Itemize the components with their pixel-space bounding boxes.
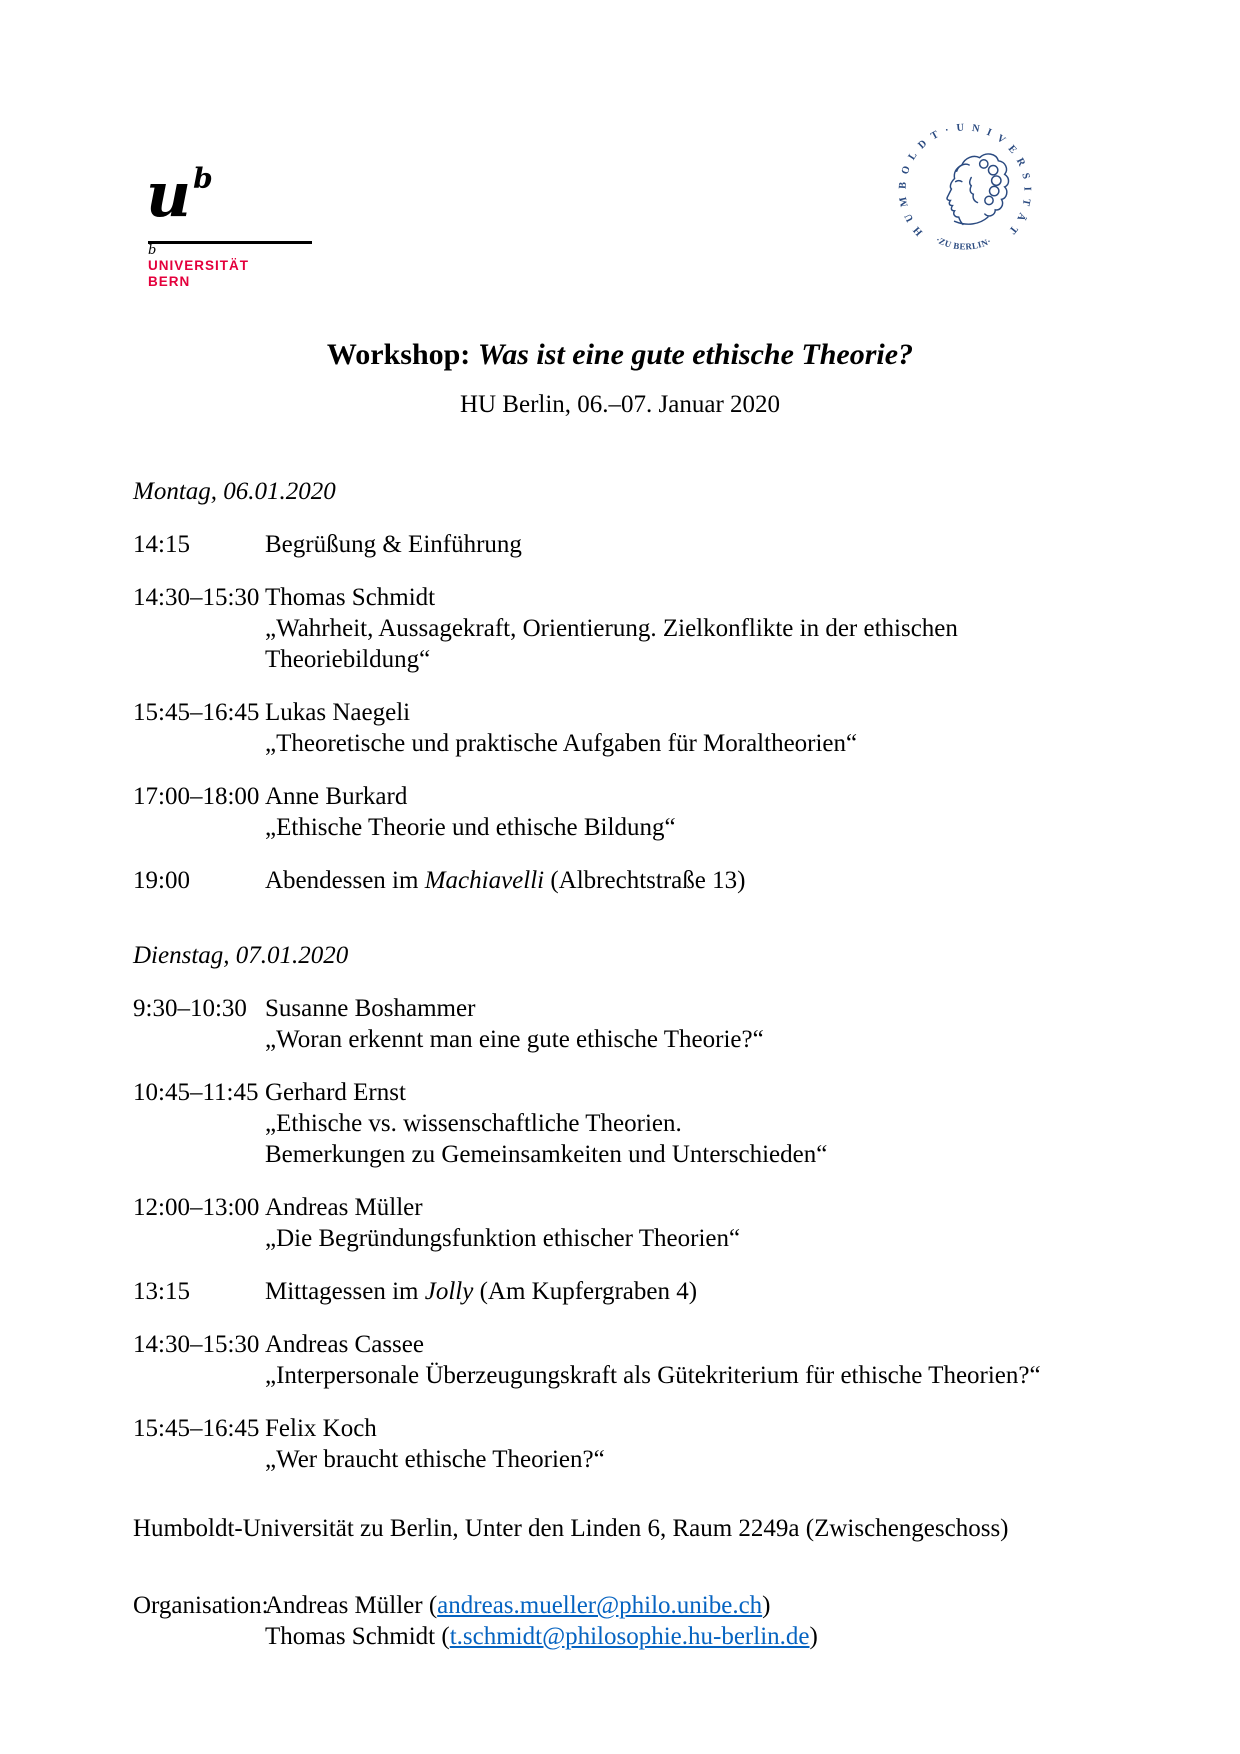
- email-link[interactable]: andreas.mueller@philo.unibe.ch: [437, 1592, 763, 1619]
- page-title: [133, 337, 1107, 373]
- schedule-entry: [133, 1413, 1107, 1475]
- entry-body: [265, 582, 1107, 675]
- entry-line: [265, 1360, 1107, 1391]
- entry-time: 19:00: [133, 867, 190, 894]
- text-segment: Abendessen im: [265, 867, 425, 894]
- schedule: [133, 476, 1107, 1475]
- entry-line: [265, 993, 1107, 1024]
- text-segment: Felix Koch: [265, 1415, 377, 1442]
- text-segment: „Ethische vs. wissenschaftliche Theorien.: [265, 1110, 682, 1137]
- entry-line: [265, 1329, 1107, 1360]
- entry-time: 15:45–16:45: [133, 1415, 260, 1442]
- organisation-block: [133, 1590, 1107, 1652]
- schedule-entry: [133, 781, 1107, 843]
- humboldt-profiles-icon: [947, 154, 1009, 224]
- entry-line: [265, 697, 1107, 728]
- entry-time: 12:00–13:00: [133, 1194, 260, 1221]
- entry-line: [265, 1077, 1107, 1108]
- entry-body: [265, 529, 1107, 560]
- organiser-paren: ): [762, 1592, 771, 1619]
- entry-time: 14:30–15:30: [133, 584, 260, 611]
- text-segment: Lukas Naegeli: [265, 699, 411, 726]
- text-segment: „Woran erkennt man eine gute ethische Theorie?“: [265, 1026, 764, 1053]
- schedule-entry: [133, 1329, 1107, 1391]
- day-header-label: Montag, 06.01.2020: [133, 478, 336, 505]
- schedule-entry: [133, 865, 1107, 896]
- unibe-small-b: b: [148, 243, 157, 258]
- schedule-entry: [133, 993, 1107, 1055]
- organiser-lines: [265, 1590, 1107, 1652]
- text-segment: „Theoretische und praktische Aufgaben für Moraltheorien“: [265, 730, 858, 757]
- organiser-name: Thomas Schmidt (: [265, 1623, 450, 1650]
- text-segment: Bemerkungen zu Gemeinsamkeiten und Unterschieden“: [265, 1141, 828, 1168]
- text-segment: Andreas Müller: [265, 1194, 423, 1221]
- unibe-logo: [146, 150, 211, 231]
- entry-body: [265, 1329, 1107, 1391]
- unibe-wordmark-line2: BERN: [148, 274, 191, 289]
- day-section: [133, 476, 1107, 896]
- text-segment: Andreas Cassee: [265, 1331, 424, 1358]
- entry-body: [265, 1077, 1107, 1170]
- text-segment: Begrüßung & Einführung: [265, 531, 522, 558]
- schedule-entry: [133, 1192, 1107, 1254]
- unibe-ub-mark: [146, 150, 211, 231]
- entry-time: 14:15: [133, 531, 190, 558]
- text-segment: „Ethische Theorie und ethische Bildung“: [265, 814, 676, 841]
- schedule-entry: [133, 1077, 1107, 1170]
- entry-line: [265, 529, 1107, 560]
- text-segment: Susanne Boshammer: [265, 995, 476, 1022]
- text-segment: Mittagessen im: [265, 1278, 425, 1305]
- organiser-paren: ): [809, 1623, 818, 1650]
- text-segment: (Am Kupfergraben 4): [473, 1278, 698, 1305]
- schedule-entry: [133, 582, 1107, 675]
- entry-line: [265, 1108, 1107, 1139]
- text-segment: (Albrechtstraße 13): [544, 867, 746, 894]
- unibe-wordmark-line1: UNIVERSITÄT: [148, 258, 250, 273]
- text-segment: Anne Burkard: [265, 783, 408, 810]
- svg-text:·ZU BERLIN·: [934, 234, 992, 251]
- entry-body: [265, 1276, 1107, 1307]
- text-segment: „Die Begründungsfunktion ethischer Theorien“: [265, 1225, 741, 1252]
- text-segment: Gerhard Ernst: [265, 1079, 406, 1106]
- entry-body: [265, 697, 1107, 759]
- text-segment: „Wahrheit, Aussagekraft, Orientierung. Zielkonflikte in der ethischen Theoriebildung“: [265, 615, 958, 673]
- entry-line: [265, 865, 1107, 896]
- entry-line: [265, 1276, 1107, 1307]
- organisation-label: Organisation:: [133, 1592, 269, 1619]
- entry-body: [265, 1192, 1107, 1254]
- seal-top-text: HUMBOLDT·UNIVERSITÄT: [897, 122, 1033, 238]
- entry-time: 13:15: [133, 1278, 190, 1305]
- entry-time: 9:30–10:30: [133, 995, 247, 1022]
- entry-line: [265, 1192, 1107, 1223]
- schedule-entry: [133, 697, 1107, 759]
- entry-line: [265, 1223, 1107, 1254]
- schedule-entry: [133, 529, 1107, 560]
- organiser-line: [265, 1621, 1107, 1652]
- schedule-entry: [133, 1276, 1107, 1307]
- organiser-line: [265, 1590, 1107, 1621]
- text-segment: Jolly: [424, 1278, 474, 1305]
- entry-line: [265, 781, 1107, 812]
- unibe-logo-rule: [148, 241, 312, 244]
- entry-line: [265, 1444, 1107, 1475]
- organiser-name: Andreas Müller (: [265, 1592, 438, 1619]
- entry-time: 15:45–16:45: [133, 699, 260, 726]
- title-prefix: Workshop:: [326, 338, 478, 371]
- entry-line: [265, 812, 1107, 843]
- unibe-u-glyph: u: [146, 158, 190, 231]
- entry-line: [265, 1139, 1107, 1170]
- entry-body: [265, 993, 1107, 1055]
- text-segment: „Interpersonale Überzeugungskraft als Gütekriterium für ethische Theorien?“: [265, 1362, 1041, 1389]
- entry-body: [265, 1413, 1107, 1475]
- svg-text:HUMBOLDT·UNIVERSITÄT: [897, 122, 1032, 237]
- entry-line: [265, 613, 1107, 675]
- entry-body: [265, 865, 1107, 896]
- entry-line: [265, 1413, 1107, 1444]
- email-link[interactable]: t.schmidt@philosophie.hu-berlin.de: [449, 1623, 810, 1650]
- seal-bottom-text: ·ZU BERLIN·: [934, 234, 993, 252]
- entry-time: 10:45–11:45: [133, 1079, 259, 1106]
- entry-line: [265, 1024, 1107, 1055]
- day-section: [133, 940, 1107, 1475]
- entry-time: 14:30–15:30: [133, 1331, 260, 1358]
- document-body: [133, 337, 1107, 1652]
- unibe-b-superscript: b: [193, 162, 211, 195]
- text-segment: Machiavelli: [424, 867, 545, 894]
- subtitle: HU Berlin, 06.–07. Januar 2020: [459, 391, 781, 418]
- entry-line: [265, 728, 1107, 759]
- entry-time: 17:00–18:00: [133, 783, 260, 810]
- venue-line: Humboldt-Universität zu Berlin, Unter den Linden 6, Raum 2249a (Zwischengeschoss): [133, 1515, 1009, 1542]
- title-italic-part: Was ist eine gute ethische Theorie?: [477, 338, 914, 371]
- text-segment: „Wer braucht ethische Theorien?“: [265, 1446, 605, 1473]
- entry-line: [265, 582, 1107, 613]
- hu-berlin-seal-icon: [892, 116, 1038, 264]
- day-header-label: Dienstag, 07.01.2020: [133, 942, 349, 969]
- text-segment: Thomas Schmidt: [265, 584, 436, 611]
- entry-body: [265, 781, 1107, 843]
